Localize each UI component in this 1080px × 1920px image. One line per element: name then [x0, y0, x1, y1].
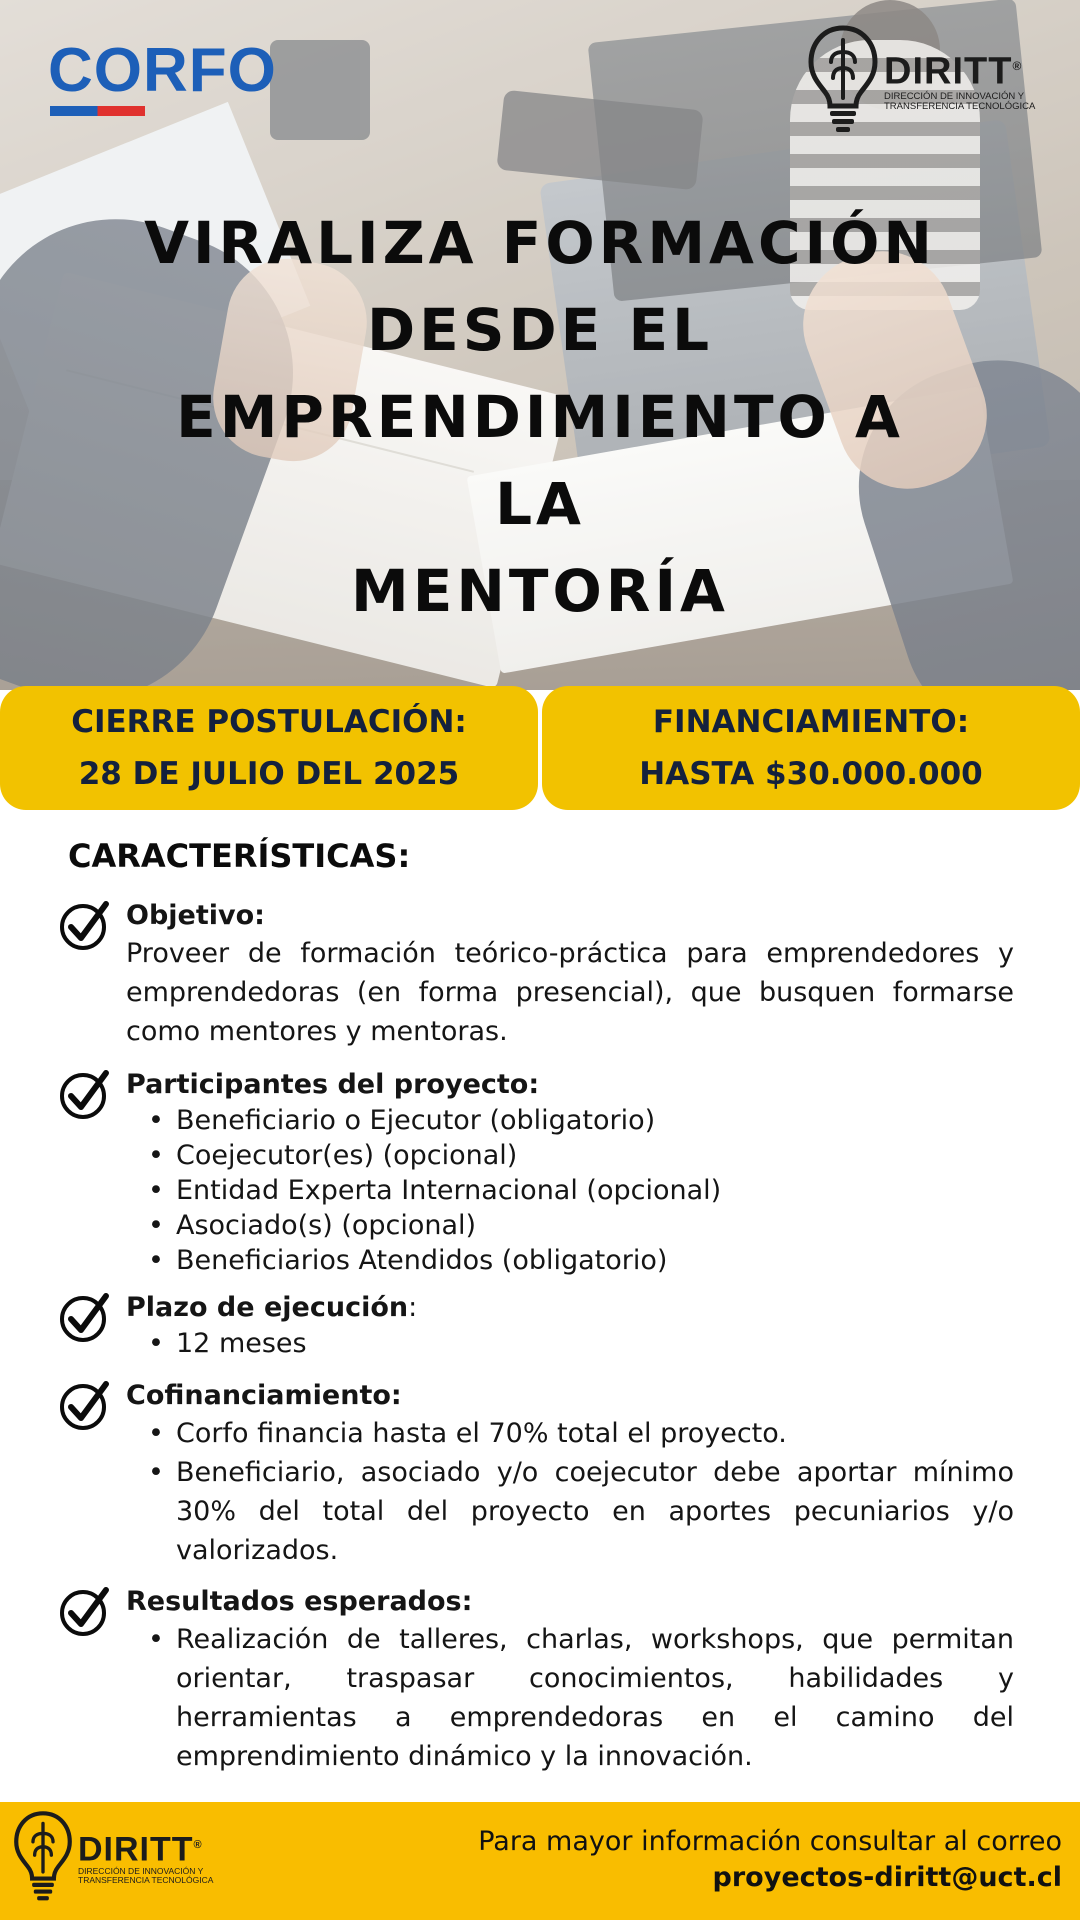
feature-objetivo-title: Objetivo:: [126, 900, 265, 931]
list-item: • Beneficiarios Atendidos (obligatorio): [148, 1245, 668, 1276]
diritt-logo-header: [806, 24, 1035, 134]
feature-resultados-title: Resultados esperados:: [126, 1586, 473, 1617]
diritt-wordmark: [884, 46, 1035, 112]
list-item: • Entidad Experta Internacional (opcional): [148, 1175, 722, 1206]
feature-cofinanciamiento-title: Cofinanciamiento:: [126, 1380, 402, 1411]
resultados-list: [126, 1620, 1014, 1776]
checkmark-icon: [58, 898, 112, 952]
feature-cofinanciamiento-body: [126, 1378, 1014, 1570]
list-item: • Beneficiario o Ejecutor (obligatorio): [148, 1105, 656, 1136]
footer: [0, 1802, 1080, 1920]
title-line-3: EMPRENDIMIENTO A LA: [176, 383, 904, 538]
list-item: • 12 meses: [148, 1328, 307, 1359]
diritt-subtitle-line2: TRANSFERENCIA TECNOLÓGICA: [78, 1875, 214, 1886]
page-title: [120, 200, 960, 635]
feature-objetivo-text: Proveer de formación teórico-práctica para emprendedores y emprendedoras (en forma presencial), que busquen formarse como mentores y mentoras.: [126, 938, 1014, 1047]
footer-contact-text: Para mayor información consultar al correo: [478, 1826, 1062, 1857]
checkmark-icon: [58, 1378, 112, 1432]
funding-label: FINANCIAMIENTO:: [652, 704, 970, 740]
footer-email[interactable]: proyectos-diritt@uct.cl: [712, 1862, 1062, 1893]
title-line-2: DESDE EL: [366, 296, 714, 364]
list-item: • Asociado(s) (opcional): [148, 1210, 477, 1241]
funding-box: [542, 686, 1080, 810]
checkmark-icon: [58, 1067, 112, 1121]
deadline-value: 28 DE JULIO DEL 2025: [78, 756, 460, 792]
diritt-subtitle-line1: DIRECCIÓN DE INNOVACIÓN Y: [78, 1866, 204, 1877]
footer-contact: [478, 1824, 1062, 1896]
feature-participantes-title: Participantes del proyecto:: [126, 1069, 540, 1100]
plazo-list: [126, 1326, 1014, 1361]
cofinanciamiento-list: [126, 1414, 1014, 1570]
title-line-1: VIRALIZA FORMACIÓN: [144, 209, 936, 277]
funding-value: HASTA $30.000.000: [639, 756, 983, 792]
participantes-list: [126, 1103, 1014, 1278]
corfo-logo-bar: [50, 106, 145, 116]
title-line-4: MENTORÍA: [351, 557, 729, 625]
feature-participantes-body: [126, 1067, 1014, 1278]
hero-banner: [0, 0, 1080, 690]
list-item: • Beneficiario, asociado y/o coejecutor debe aportar mínimo 30% del total del proyecto en aportes pecuniarios y/o valorizados.: [148, 1457, 1014, 1566]
diritt-name: DIRITT®: [78, 1830, 203, 1869]
list-item: • Corfo financia hasta el 70% total el proyecto.: [148, 1418, 787, 1449]
corfo-logo-text: CORFO: [48, 36, 277, 105]
deadline-label: CIERRE POSTULACIÓN:: [71, 704, 467, 740]
feature-objetivo-body: [126, 898, 1014, 1051]
diritt-name: DIRITT®: [884, 50, 1023, 93]
feature-plazo-title: Plazo de ejecución:: [126, 1292, 418, 1323]
corfo-logo: [48, 36, 288, 120]
diritt-subtitle-line1: DIRECCIÓN DE INNOVACIÓN Y: [884, 90, 1025, 102]
deadline-box: [0, 686, 538, 810]
lightbulb-icon: [12, 1810, 74, 1902]
diritt-subtitle-line2: TRANSFERENCIA TECNOLÓGICA: [884, 100, 1036, 112]
feature-plazo-body: [126, 1290, 1014, 1361]
section-title: CARACTERÍSTICAS:: [68, 837, 411, 875]
checkmark-icon: [58, 1290, 112, 1344]
diritt-wordmark: [78, 1827, 213, 1885]
list-item: • Realización de talleres, charlas, workshops, que permitan orientar, traspasar conocimientos, habilidades y herramientas a emprendedoras en el camino del emprendimiento dinámico y la innovación.: [148, 1624, 1014, 1772]
lightbulb-icon: [806, 24, 880, 134]
diritt-logo-footer: [12, 1810, 213, 1902]
feature-resultados-body: [126, 1584, 1014, 1776]
checkmark-icon: [58, 1584, 112, 1638]
list-item: • Coejecutor(es) (opcional): [148, 1140, 518, 1171]
